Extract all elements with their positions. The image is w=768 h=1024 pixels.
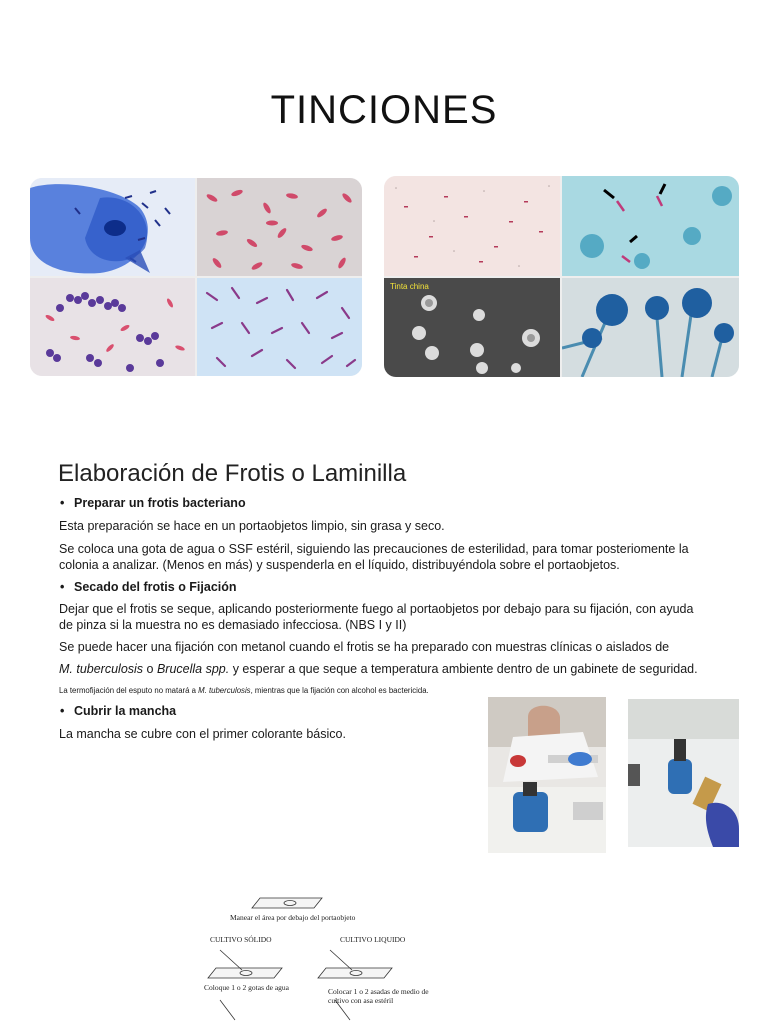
bullet-text: Preparar un frotis bacteriano — [74, 496, 246, 510]
diagram-drawing — [190, 890, 450, 1024]
light-blue-image — [197, 278, 362, 376]
lab-photo-burner-person — [488, 697, 606, 853]
fungi-image — [562, 278, 739, 377]
species-brucella: Brucella spp. — [156, 662, 230, 676]
india-ink-label: Tinta china — [390, 282, 429, 291]
paragraph-cover-stain: La mancha se cubre con el primer colorante básico. — [59, 727, 346, 741]
stain-image-pale-pink — [384, 176, 560, 276]
diagram-liquid-caption-2: cultivo con asa estéril — [328, 996, 394, 1005]
paragraph-clean-slide: Esta preparación se hace en un portaobjetos limpio, sin grasa y seco. — [59, 519, 445, 533]
gram-mixed-image — [30, 278, 195, 376]
lab-photo-burner-slide — [628, 699, 739, 847]
bullet-text: Secado del frotis o Fijación — [74, 580, 237, 594]
stain-image-fungi — [562, 278, 739, 377]
paragraph-drop-water: Se coloca una gota de agua o SSF estéril, siguiendo las precauciones de esterilidad, para tomar posteriomente la colonia a analizar. (Menos en más) y suspenderla en el líquido, distribuyéndola sobre el portaobjetos. — [59, 542, 689, 572]
paragraph-methanol-fix: Se puede hacer una fijación con metanol cuando el frotis se ha preparado con muestras clínicas o aislados de — [59, 640, 670, 654]
diagram-liquid-caption-1: Colocar 1 o 2 asadas de medio de — [328, 987, 429, 996]
stain-image-blue-arrows — [562, 176, 739, 276]
paragraph-tuberculosis — [59, 662, 709, 678]
bullet-dot: • — [60, 496, 65, 510]
burner-person-image — [488, 697, 606, 853]
bullet-dot: • — [60, 704, 65, 718]
note-thermofix — [59, 686, 429, 695]
diagram-solid-caption: Coloque 1 o 2 gotas de agua — [204, 983, 289, 992]
stain-images-left — [30, 178, 362, 376]
bullet-dry-fix — [60, 580, 237, 594]
bullet-dot: • — [60, 580, 65, 594]
stain-image-light-blue — [197, 278, 362, 376]
diagram-liquid-header: CULTIVO LIQUIDO — [340, 935, 406, 944]
note-species: M. tuberculosis — [198, 686, 251, 695]
paragraph-heat-fix: Dejar que el frotis se seque, aplicando posteriormente fuego al portaobjetos por debajo para su fijación, con ayuda de pinza si la muestra no es demasiado infecciosa. (NBS I y II) — [59, 602, 694, 632]
diagram-top-caption: Manear el área por debajo del portaobjeto — [230, 913, 356, 922]
bullet-cover-stain — [60, 704, 176, 718]
page-title: TINCIONES — [270, 88, 498, 132]
blue-arrows-image — [562, 176, 739, 276]
species-mtb: M. tuberculosis — [59, 662, 144, 676]
section-heading: Elaboración de Frotis o Laminilla — [58, 460, 407, 487]
bullet-prepare-smear — [60, 496, 246, 510]
stain-image-pink-rods — [197, 178, 362, 276]
stain-image-india-ink — [384, 278, 560, 377]
bullet-text: Cubrir la mancha — [74, 704, 177, 718]
india-ink-image — [384, 278, 560, 377]
stain-images-right — [384, 176, 739, 377]
note-part-a: La termofijación del esputo no matará a — [59, 686, 199, 695]
text-rest: y esperar a que seque a temperatura ambiente dentro de un gabinete de seguridad. — [229, 662, 698, 676]
stain-image-blue-cells — [30, 178, 195, 276]
diagram-solid-header: CULTIVO SÓLIDO — [210, 935, 272, 944]
pink-rods-image — [197, 178, 362, 276]
smear-procedure-diagram — [190, 890, 450, 1024]
text-or: o — [143, 662, 157, 676]
stain-image-gram-mixed — [30, 278, 195, 376]
pale-pink-image — [384, 176, 560, 276]
note-part-b: , mientras que la fijación con alcohol es bactericida. — [250, 686, 429, 695]
burner-slide-image — [628, 699, 739, 847]
blue-cells-image — [30, 178, 195, 276]
